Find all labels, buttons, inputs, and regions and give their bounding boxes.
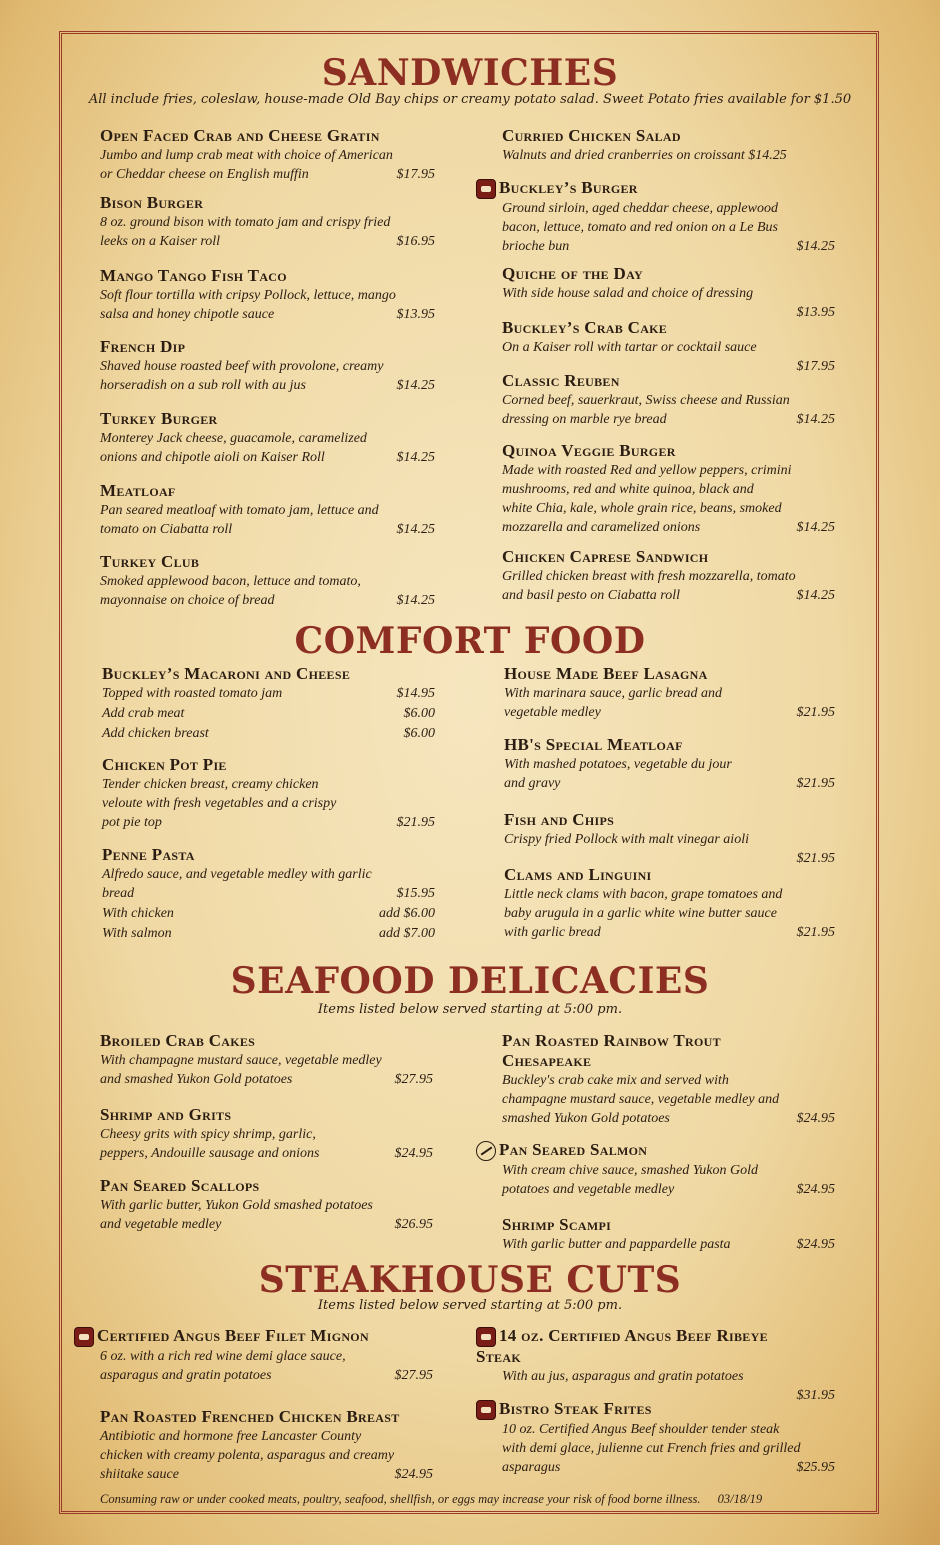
- item-price: $14.25: [396, 593, 435, 608]
- menu-item: [476, 178, 842, 257]
- item-desc: shiitake sauce: [100, 1467, 179, 1482]
- item-name: Broiled Crab Cakes: [100, 1031, 256, 1050]
- item-desc: mozzarella and caramelized onions: [502, 520, 701, 535]
- item-name: Pan Seared Scallops: [100, 1176, 260, 1195]
- item-desc: onions and chipotle aioli on Kaiser Roll: [100, 450, 325, 465]
- item-price: $26.95: [394, 1217, 433, 1232]
- item-name: Turkey Club: [100, 552, 200, 571]
- item-desc: white Chia, kale, whole grain rice, beans, smoked: [502, 501, 782, 516]
- item-desc: bread: [102, 886, 135, 901]
- item-desc: mayonnaise on choice of bread: [100, 593, 275, 608]
- menu-item: [102, 845, 435, 944]
- item-name: Shrimp Scampi: [502, 1215, 612, 1234]
- menu-item: [502, 1215, 835, 1255]
- item-price: $21.95: [796, 925, 835, 940]
- item-price: add $7.00: [379, 926, 435, 941]
- item-desc: With garlic butter, Yukon Gold smashed potatoes: [100, 1198, 373, 1213]
- footer: [100, 1492, 875, 1507]
- item-desc: salsa and honey chipotle sauce: [100, 307, 275, 322]
- item-desc: On a Kaiser roll with tartar or cocktail sauce: [502, 340, 757, 355]
- item-price: $14.25: [796, 239, 835, 255]
- menu-item: [100, 266, 435, 325]
- item-desc: peppers, Andouille sausage and onions: [100, 1146, 320, 1161]
- item-desc: Pan seared meatloaf with tomato jam, lettuce and: [100, 503, 379, 518]
- item-price: $14.25: [396, 522, 435, 537]
- item-price: $14.95: [396, 686, 435, 701]
- item-price: $24.95: [796, 1182, 835, 1198]
- menu-item: [100, 481, 435, 540]
- item-desc: and basil pesto on Ciabatta roll: [502, 588, 680, 603]
- item-option: Add chicken breast: [102, 726, 209, 741]
- item-desc: and gravy: [504, 776, 561, 791]
- menu-item: [100, 1105, 433, 1164]
- menu-item: [502, 318, 835, 376]
- item-name: Chesapeake: [502, 1051, 592, 1070]
- menu-item: [502, 1031, 842, 1129]
- item-name: Bistro Steak Frites: [499, 1399, 652, 1418]
- item-name: Chicken Caprese Sandwich: [502, 547, 709, 566]
- item-price: $13.95: [796, 305, 835, 320]
- item-name: House Made Beef Lasagna: [504, 664, 708, 683]
- item-desc: With side house salad and choice of dressing: [502, 286, 754, 301]
- item-price: $25.95: [796, 1460, 835, 1476]
- item-desc: mushrooms, red and white quinoa, black and: [502, 482, 754, 497]
- menu-item: [100, 552, 435, 611]
- seafood-subtitle: Items listed below served starting at 5:00 pm.: [317, 1002, 623, 1017]
- item-price: $17.95: [396, 167, 435, 182]
- item-desc: chicken with creamy polenta, asparagus and creamy: [100, 1448, 395, 1463]
- item-desc: Antibiotic and hormone free Lancaster County: [100, 1429, 362, 1444]
- item-desc: 10 oz. Certified Angus Beef shoulder tender steak: [502, 1422, 780, 1438]
- menu-item: [502, 371, 842, 430]
- menu-item: [476, 1399, 848, 1478]
- item-desc: bacon, lettuce, tomato and red onion on a Le Bus: [502, 220, 778, 236]
- item-name: HB's Special Meatloaf: [504, 735, 683, 754]
- item-name: Buckley’s Macaroni and Cheese: [102, 664, 351, 683]
- item-price: $6.00: [403, 706, 435, 721]
- item-desc: Cheesy grits with spicy shrimp, garlic,: [100, 1127, 316, 1142]
- item-desc: Alfredo sauce, and vegetable medley with garlic: [102, 867, 372, 882]
- item-desc: vegetable medley: [504, 705, 601, 720]
- certified-angus-beef-icon: [476, 1400, 496, 1420]
- item-name: Bison Burger: [100, 193, 204, 212]
- item-desc: With marinara sauce, garlic bread and: [504, 686, 723, 701]
- item-desc: brioche bun: [502, 239, 570, 255]
- item-desc: Tender chicken breast, creamy chicken: [102, 777, 319, 792]
- menu-item: [504, 810, 835, 868]
- menu-item: [100, 337, 435, 396]
- item-desc: with garlic bread: [504, 925, 601, 940]
- item-desc: With cream chive sauce, smashed Yukon Gold: [502, 1163, 758, 1179]
- item-desc: smashed Yukon Gold potatoes: [502, 1111, 670, 1126]
- item-desc: With champagne mustard sauce, vegetable medley: [100, 1053, 382, 1068]
- item-desc: Little neck clams with bacon, grape tomatoes and: [504, 887, 783, 902]
- item-desc: Topped with roasted tomato jam: [102, 686, 283, 701]
- item-option: With chicken: [102, 906, 174, 921]
- item-price: $27.95: [394, 1368, 433, 1384]
- menu-item: [504, 664, 835, 723]
- item-name: Shrimp and Grits: [100, 1105, 232, 1124]
- section-title-seafood: SEAFOOD DELICACIES: [230, 960, 710, 1002]
- steakhouse-subtitle: Items listed below served starting at 5:00 pm.: [317, 1298, 623, 1313]
- menu-item: [100, 193, 435, 252]
- item-name: Turkey Burger: [100, 409, 218, 428]
- section-title-steakhouse: STEAKHOUSE CUTS: [258, 1259, 682, 1301]
- item-price: $6.00: [403, 726, 435, 741]
- item-name: Mango Tango Fish Taco: [100, 266, 287, 285]
- certified-angus-beef-icon: [74, 1327, 94, 1347]
- item-name: Penne Pasta: [102, 845, 195, 864]
- item-name: Classic Reuben: [502, 371, 620, 390]
- item-price: $14.25: [796, 520, 835, 535]
- item-name: Pan Roasted Frenched Chicken Breast: [100, 1407, 400, 1426]
- item-desc: baby arugula in a garlic white wine butter sauce: [504, 906, 777, 921]
- item-price: $15.95: [396, 886, 435, 901]
- item-price: $16.95: [396, 234, 435, 249]
- item-desc: horseradish on a sub roll with au jus: [100, 378, 307, 393]
- item-price: $17.95: [796, 359, 835, 374]
- item-desc: With au jus, asparagus and gratin potatoes: [502, 1369, 744, 1385]
- item-name: Meatloaf: [100, 481, 176, 500]
- item-price: $21.95: [796, 851, 835, 866]
- item-price: $27.95: [394, 1072, 433, 1087]
- item-desc: 6 oz. with a rich red wine demi glace sauce,: [100, 1349, 346, 1365]
- item-option: Add crab meat: [102, 706, 185, 721]
- item-desc: veloute with fresh vegetables and a crispy: [102, 796, 337, 811]
- item-name: Open Faced Crab and Cheese Gratin: [100, 126, 380, 145]
- item-name: Curried Chicken Salad: [502, 126, 681, 145]
- item-desc: Jumbo and lump crab meat with choice of American: [100, 148, 393, 163]
- item-desc: and smashed Yukon Gold potatoes: [100, 1072, 293, 1087]
- item-desc: Made with roasted Red and yellow peppers, crimini: [502, 463, 792, 478]
- item-desc: 8 oz. ground bison with tomato jam and crispy fried: [100, 215, 391, 230]
- menu-item: [74, 1326, 434, 1386]
- item-name: Fish and Chips: [504, 810, 615, 829]
- menu-item: [100, 1031, 433, 1090]
- item-name: Clams and Linguini: [504, 865, 652, 884]
- item-desc: With mashed potatoes, vegetable du jour: [504, 757, 732, 772]
- item-desc: tomato on Ciabatta roll: [100, 522, 233, 537]
- menu-item: [504, 735, 835, 794]
- menu-item: [502, 547, 852, 606]
- item-price: $14.25: [396, 378, 435, 393]
- menu-item: [502, 441, 847, 538]
- item-price: add $6.00: [379, 906, 435, 921]
- item-desc: pot pie top: [102, 815, 162, 830]
- sustainable-fish-icon: [476, 1141, 496, 1161]
- section-title-sandwiches: SANDWICHES: [321, 52, 619, 94]
- item-price: $24.95: [796, 1237, 835, 1252]
- item-desc: or Cheddar cheese on English muffin: [100, 167, 309, 182]
- certified-angus-beef-icon: [476, 1327, 496, 1347]
- menu-item: [504, 865, 844, 943]
- item-price: $24.95: [394, 1467, 433, 1482]
- item-price: $21.95: [796, 776, 835, 791]
- item-price: $14.25: [396, 450, 435, 465]
- item-desc: champagne mustard sauce, vegetable medley and: [502, 1092, 780, 1107]
- item-price: $14.25: [796, 412, 835, 427]
- item-name: Pan Roasted Rainbow Trout: [502, 1031, 721, 1050]
- item-desc: Grilled chicken breast with fresh mozzarella, tomato: [502, 569, 796, 584]
- item-name: Chicken Pot Pie: [102, 755, 227, 774]
- item-price: $14.25: [796, 588, 835, 603]
- item-desc: Corned beef, sauerkraut, Swiss cheese and Russian: [502, 393, 790, 408]
- menu-item: [102, 755, 435, 833]
- item-price: $24.95: [394, 1146, 433, 1161]
- item-name: Steak: [476, 1347, 521, 1367]
- item-desc: Soft flour tortilla with cripsy Pollock, lettuce, mango: [100, 288, 396, 303]
- item-price: $21.95: [796, 705, 835, 720]
- item-desc: and vegetable medley: [100, 1217, 222, 1232]
- item-desc: potatoes and vegetable medley: [502, 1182, 675, 1198]
- menu-item: [100, 126, 435, 185]
- item-name: Quinoa Veggie Burger: [502, 441, 676, 460]
- menu-item: [502, 126, 842, 165]
- item-price: $31.95: [796, 1388, 835, 1404]
- sandwiches-subtitle: All include fries, coleslaw, house-made Old Bay chips or creamy potato salad. Sweet Potato fries available for $1.50: [88, 92, 852, 107]
- item-option: With salmon: [102, 926, 172, 941]
- menu-item: [502, 264, 835, 322]
- item-name: Pan Seared Salmon: [499, 1140, 648, 1159]
- item-price: $24.95: [796, 1111, 835, 1126]
- item-desc: With garlic butter and pappardelle pasta: [502, 1237, 731, 1252]
- food-safety-warning: Consuming raw or under cooked meats, poultry, seafood, shellfish, or eggs may increase your risk of food borne illness.: [100, 1492, 701, 1506]
- item-price: $13.95: [396, 307, 435, 322]
- item-desc: Smoked applewood bacon, lettuce and tomato,: [100, 574, 361, 589]
- item-desc: Buckley's crab cake mix and served with: [502, 1073, 729, 1088]
- menu-item: [102, 664, 435, 744]
- item-desc: asparagus: [502, 1460, 561, 1476]
- item-name: Buckley’s Crab Cake: [502, 318, 668, 337]
- menu-item: [476, 1140, 836, 1200]
- section-title-comfort-food: COMFORT FOOD: [294, 620, 646, 662]
- item-price: $21.95: [396, 815, 435, 830]
- item-desc: Crispy fried Pollock with malt vinegar aioli: [504, 832, 749, 847]
- item-name: Buckley’s Burger: [499, 178, 638, 197]
- item-desc: leeks on a Kaiser roll: [100, 234, 221, 249]
- item-name: French Dip: [100, 337, 186, 356]
- menu-item: [100, 1176, 433, 1235]
- item-name: Quiche of the Day: [502, 264, 643, 283]
- menu-item: [100, 409, 435, 468]
- item-desc: Walnuts and dried cranberries on croissant $14.25: [502, 148, 787, 163]
- item-desc: dressing on marble rye bread: [502, 412, 667, 427]
- item-name: Certified Angus Beef Filet Mignon: [97, 1326, 369, 1345]
- item-desc: Shaved house roasted beef with provolone, creamy: [100, 359, 384, 374]
- item-desc: with demi glace, julienne cut French fries and grilled: [502, 1441, 801, 1457]
- menu-item: [100, 1407, 445, 1485]
- menu-date: 03/18/19: [717, 1492, 763, 1506]
- menu-item: [476, 1326, 846, 1405]
- item-desc: Ground sirloin, aged cheddar cheese, applewood: [502, 201, 778, 217]
- certified-angus-beef-icon: [476, 179, 496, 199]
- item-desc: asparagus and gratin potatoes: [100, 1368, 272, 1384]
- item-name: 14 oz. Certified Angus Beef Ribeye: [499, 1326, 768, 1345]
- item-desc: Monterey Jack cheese, guacamole, caramelized: [100, 431, 367, 446]
